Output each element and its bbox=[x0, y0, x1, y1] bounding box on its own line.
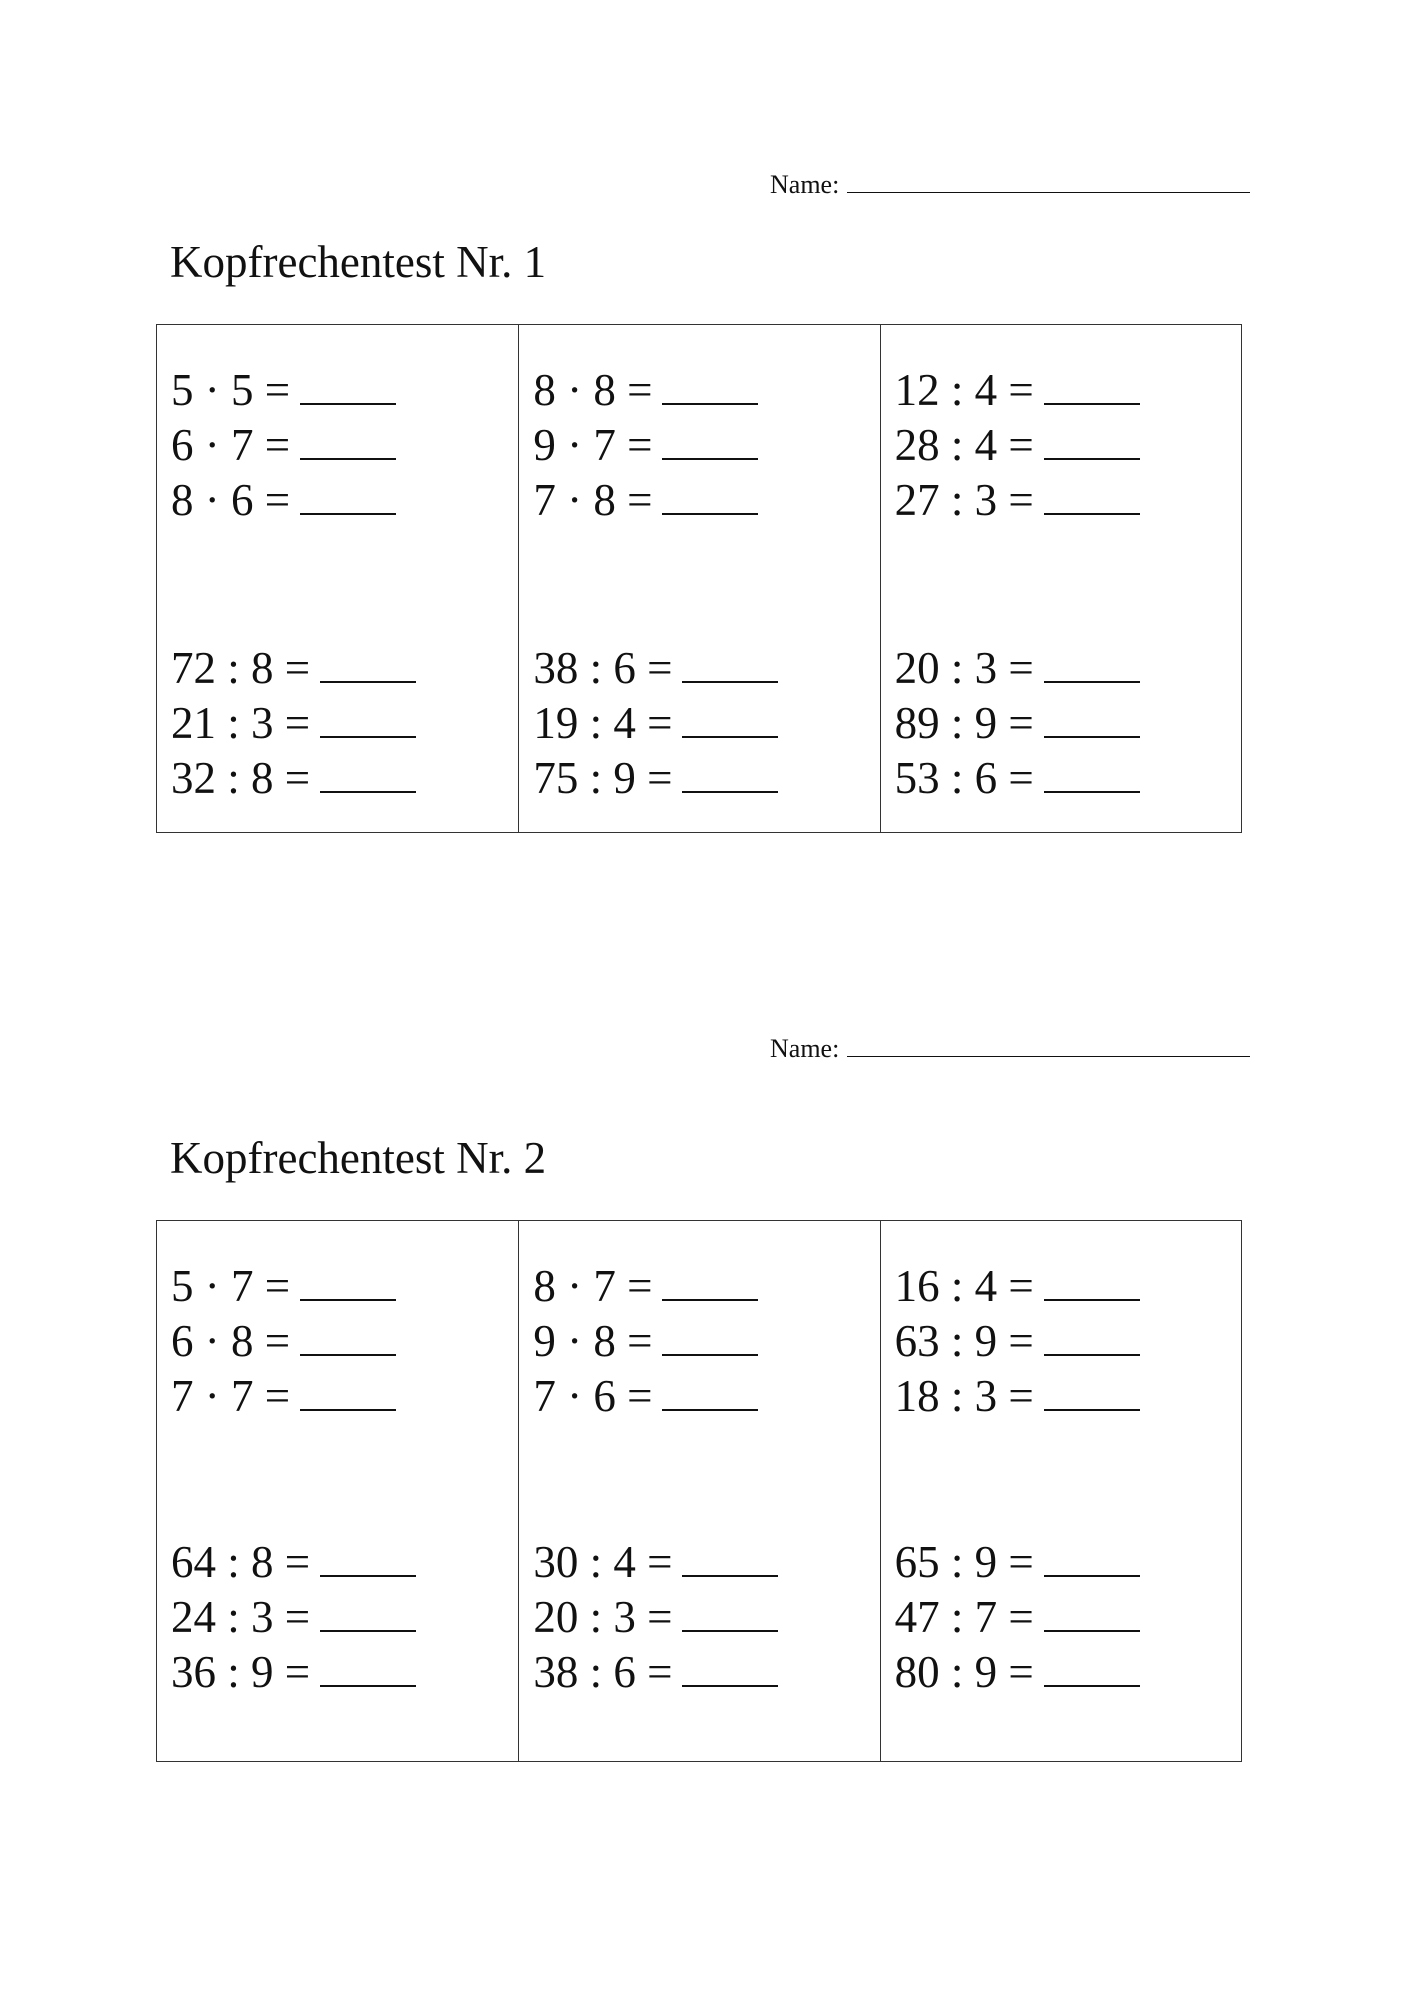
equation: 8 · 7 = bbox=[533, 1259, 758, 1314]
equation: 9 · 7 = bbox=[533, 418, 758, 473]
answer-blank[interactable] bbox=[682, 641, 778, 683]
equation: 75 : 9 = bbox=[533, 751, 778, 806]
answer-blank[interactable] bbox=[1044, 1314, 1140, 1356]
division-group bbox=[171, 641, 416, 806]
answer-blank[interactable] bbox=[1044, 1369, 1140, 1411]
equation: 16 : 4 = bbox=[895, 1259, 1140, 1314]
equation: 30 : 4 = bbox=[533, 1535, 778, 1590]
equation: 20 : 3 = bbox=[533, 1590, 778, 1645]
answer-blank[interactable] bbox=[320, 696, 416, 738]
division-group bbox=[533, 641, 778, 806]
answer-blank[interactable] bbox=[300, 1369, 396, 1411]
equation: 24 : 3 = bbox=[171, 1590, 416, 1645]
answer-blank[interactable] bbox=[682, 751, 778, 793]
equation: 21 : 3 = bbox=[171, 696, 416, 751]
name-field-row bbox=[770, 1034, 1250, 1064]
equation: 20 : 3 = bbox=[895, 641, 1140, 696]
name-label: Name: bbox=[770, 170, 840, 199]
equation: 12 : 4 = bbox=[895, 363, 1140, 418]
answer-blank[interactable] bbox=[1044, 418, 1140, 460]
equation: 7 · 7 = bbox=[171, 1369, 396, 1424]
answer-blank[interactable] bbox=[662, 363, 758, 405]
answer-blank[interactable] bbox=[1044, 1645, 1140, 1687]
equation: 18 : 3 = bbox=[895, 1369, 1140, 1424]
equation: 80 : 9 = bbox=[895, 1645, 1140, 1700]
exercise-column-3 bbox=[880, 325, 1241, 832]
answer-blank[interactable] bbox=[682, 1645, 778, 1687]
equation: 64 : 8 = bbox=[171, 1535, 416, 1590]
exercise-column-1 bbox=[157, 1221, 518, 1761]
multiplication-group bbox=[171, 363, 396, 528]
equation: 63 : 9 = bbox=[895, 1314, 1140, 1369]
exercise-column-1 bbox=[157, 325, 518, 832]
answer-blank[interactable] bbox=[320, 1645, 416, 1687]
answer-blank[interactable] bbox=[1044, 641, 1140, 683]
multiplication-group bbox=[533, 363, 758, 528]
equation: 28 : 4 = bbox=[895, 418, 1140, 473]
answer-blank[interactable] bbox=[1044, 1535, 1140, 1577]
test-title: Kopfrechentest Nr. 2 bbox=[170, 1133, 547, 1183]
answer-blank[interactable] bbox=[1044, 363, 1140, 405]
equation: 8 · 6 = bbox=[171, 473, 396, 528]
test-title: Kopfrechentest Nr. 1 bbox=[170, 237, 547, 287]
answer-blank[interactable] bbox=[682, 696, 778, 738]
division-group-top bbox=[895, 363, 1140, 528]
equation: 47 : 7 = bbox=[895, 1590, 1140, 1645]
equation: 27 : 3 = bbox=[895, 473, 1140, 528]
answer-blank[interactable] bbox=[662, 473, 758, 515]
answer-blank[interactable] bbox=[1044, 751, 1140, 793]
answer-blank[interactable] bbox=[1044, 473, 1140, 515]
exercise-column-3 bbox=[880, 1221, 1241, 1761]
name-label: Name: bbox=[770, 1034, 840, 1063]
exercise-column-2 bbox=[518, 1221, 879, 1761]
equation: 36 : 9 = bbox=[171, 1645, 416, 1700]
answer-blank[interactable] bbox=[320, 641, 416, 683]
equation: 7 · 6 = bbox=[533, 1369, 758, 1424]
division-group bbox=[895, 641, 1140, 806]
answer-blank[interactable] bbox=[320, 1535, 416, 1577]
answer-blank[interactable] bbox=[682, 1590, 778, 1632]
equation: 5 · 7 = bbox=[171, 1259, 396, 1314]
equation: 38 : 6 = bbox=[533, 1645, 778, 1700]
answer-blank[interactable] bbox=[1044, 1259, 1140, 1301]
multiplication-group bbox=[533, 1259, 758, 1424]
equation: 89 : 9 = bbox=[895, 696, 1140, 751]
answer-blank[interactable] bbox=[662, 418, 758, 460]
answer-blank[interactable] bbox=[1044, 696, 1140, 738]
exercise-grid bbox=[156, 1220, 1242, 1762]
answer-blank[interactable] bbox=[300, 473, 396, 515]
equation: 38 : 6 = bbox=[533, 641, 778, 696]
exercise-grid bbox=[156, 324, 1242, 833]
answer-blank[interactable] bbox=[320, 751, 416, 793]
answer-blank[interactable] bbox=[662, 1369, 758, 1411]
equation: 65 : 9 = bbox=[895, 1535, 1140, 1590]
equation: 9 · 8 = bbox=[533, 1314, 758, 1369]
equation: 6 · 8 = bbox=[171, 1314, 396, 1369]
equation: 6 · 7 = bbox=[171, 418, 396, 473]
answer-blank[interactable] bbox=[662, 1314, 758, 1356]
answer-blank[interactable] bbox=[300, 418, 396, 460]
equation: 32 : 8 = bbox=[171, 751, 416, 806]
exercise-column-2 bbox=[518, 325, 879, 832]
answer-blank[interactable] bbox=[320, 1590, 416, 1632]
name-field-row bbox=[770, 170, 1250, 200]
answer-blank[interactable] bbox=[1044, 1590, 1140, 1632]
equation: 19 : 4 = bbox=[533, 696, 778, 751]
name-blank-line[interactable] bbox=[847, 1034, 1250, 1057]
answer-blank[interactable] bbox=[300, 1314, 396, 1356]
division-group bbox=[171, 1535, 416, 1700]
answer-blank[interactable] bbox=[300, 1259, 396, 1301]
equation: 72 : 8 = bbox=[171, 641, 416, 696]
answer-blank[interactable] bbox=[300, 363, 396, 405]
division-group bbox=[533, 1535, 778, 1700]
answer-blank[interactable] bbox=[662, 1259, 758, 1301]
equation: 7 · 8 = bbox=[533, 473, 758, 528]
multiplication-group bbox=[171, 1259, 396, 1424]
name-blank-line[interactable] bbox=[847, 170, 1250, 193]
equation: 5 · 5 = bbox=[171, 363, 396, 418]
equation: 8 · 8 = bbox=[533, 363, 758, 418]
division-group-top bbox=[895, 1259, 1140, 1424]
equation: 53 : 6 = bbox=[895, 751, 1140, 806]
division-group bbox=[895, 1535, 1140, 1700]
answer-blank[interactable] bbox=[682, 1535, 778, 1577]
